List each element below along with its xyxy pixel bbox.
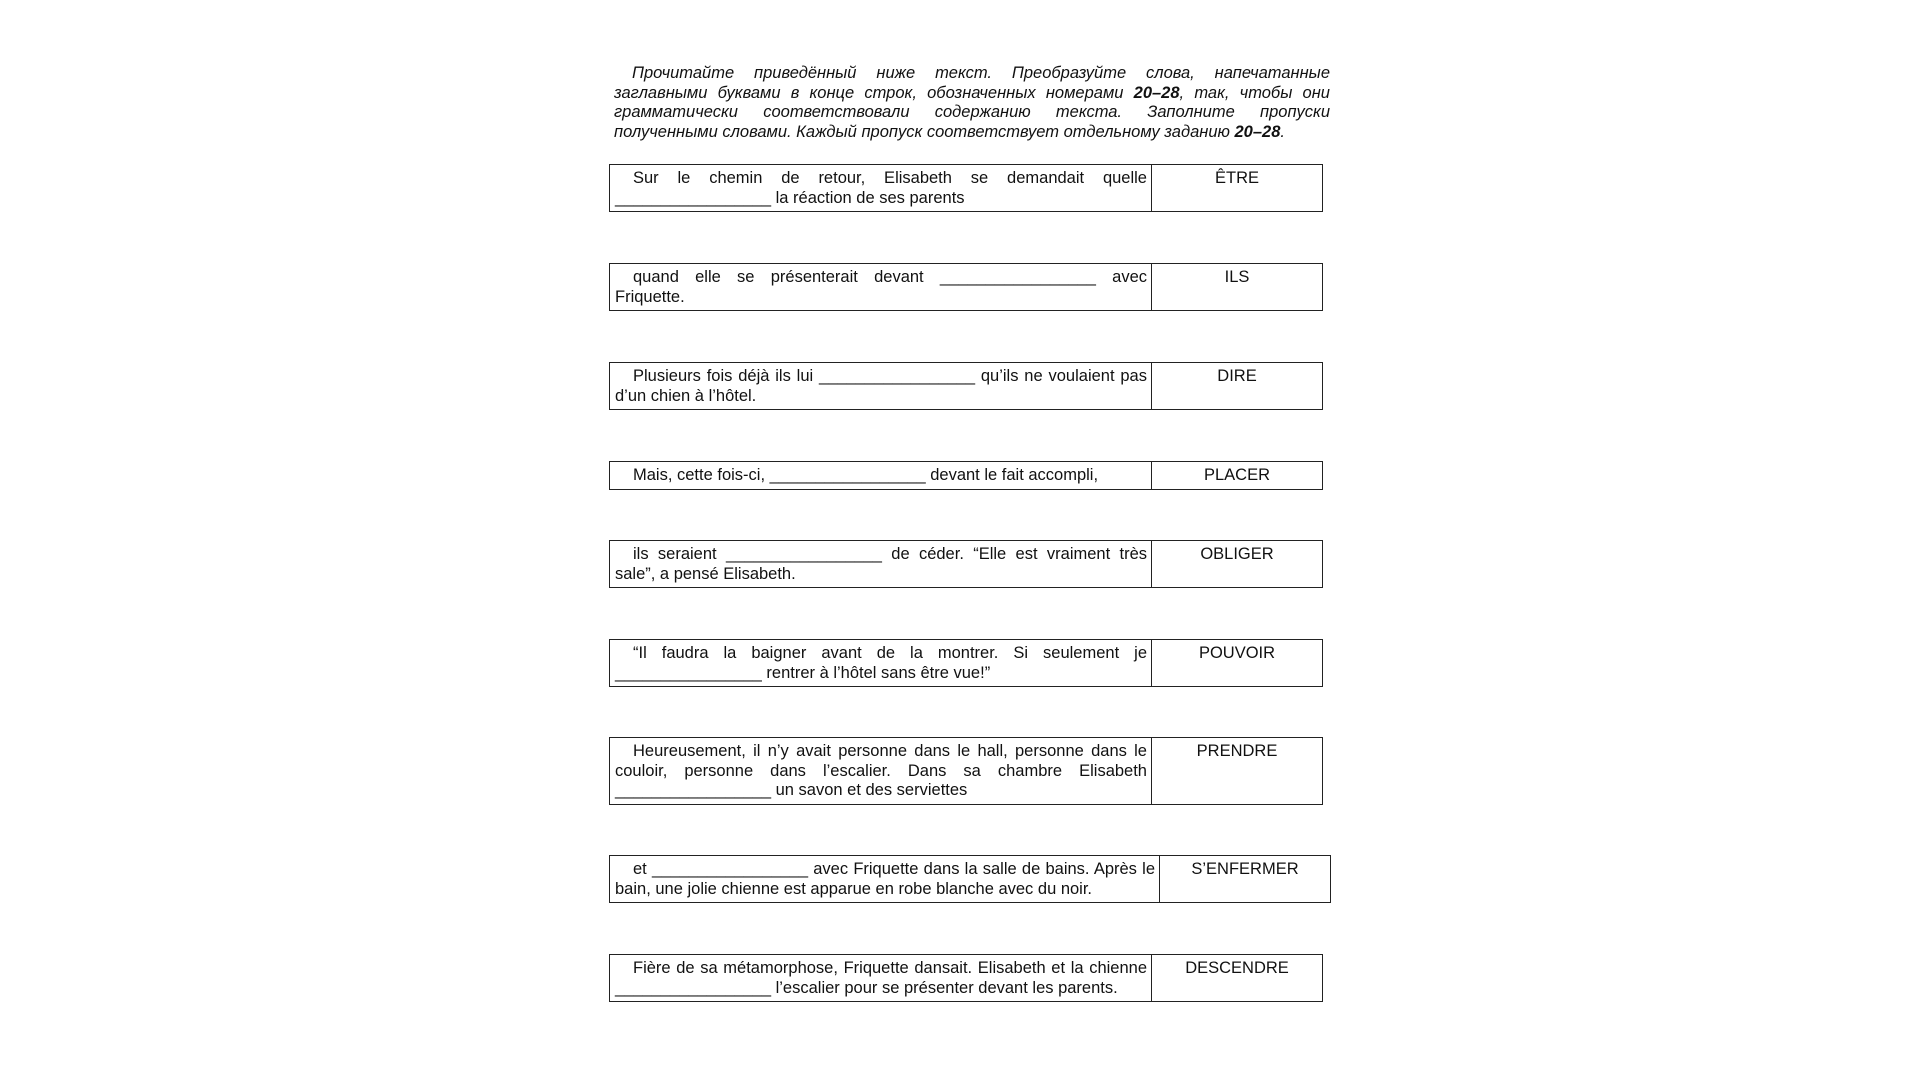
instructions-intro: Прочитайте приведённый ниже текст. Преобразуйте слова, напечатанные заглавными буквами в конце строк, обозначенных номерами	[614, 64, 1330, 102]
task-row-24	[609, 540, 1323, 588]
task-row-22	[609, 362, 1323, 410]
task-sentence	[610, 541, 1152, 587]
answer-blank[interactable]: _________________	[939, 268, 1096, 286]
task-instructions	[614, 64, 1330, 142]
base-word: DESCENDRE	[1185, 959, 1289, 977]
answer-blank[interactable]: _________________	[819, 367, 976, 385]
task-row-23	[609, 461, 1323, 490]
sentence-after: un savon et des serviettes	[771, 781, 968, 799]
answer-blank[interactable]: ________________	[615, 663, 762, 682]
answer-blank[interactable]: _________________	[769, 466, 926, 484]
sentence-after: de céder. “Elle est vraiment très sale”, a pensé Elisabeth.	[615, 545, 1147, 583]
sentence-before: quand elle se présenterait devant	[633, 268, 940, 286]
sentence-after: rentrer à l’hôtel sans être vue!”	[761, 663, 991, 682]
answer-blank[interactable]: _________________	[615, 781, 772, 799]
task-row-25	[609, 639, 1323, 687]
task-sentence	[610, 462, 1152, 489]
base-word: OBLIGER	[1200, 545, 1274, 563]
base-word: DIRE	[1217, 367, 1257, 385]
sentence-after: avec Friquette dans la salle de bains. Après le bain, une jolie chienne est apparue en robe blanche avec du noir.	[615, 860, 1155, 898]
sentence-before: Plusieurs fois déjà ils lui	[633, 367, 820, 385]
base-word: ILS	[1224, 268, 1250, 286]
sentence-before: Fière de sa métamorphose, Friquette dansait. Elisabeth et la chienne	[633, 959, 1147, 977]
instructions-range-2: 20–28	[1234, 122, 1281, 141]
task-sentence	[610, 640, 1152, 686]
task-row-21	[609, 263, 1323, 311]
sentence-before: Heureusement, il n’y avait personne dans le hall, personne dans le couloir, personne dans l’escalier. Dans sa chambre Elisabeth	[615, 742, 1147, 780]
sentence-before: Mais, cette fois-ci,	[633, 466, 770, 484]
task-row-27	[609, 855, 1331, 903]
task-sentence	[610, 955, 1152, 1001]
sentence-before: et	[633, 860, 652, 878]
task-row-26	[609, 737, 1323, 805]
task-sentence	[610, 165, 1152, 211]
base-word: ÊTRE	[1214, 169, 1259, 187]
sentence-after: l’escalier pour se présenter devant les parents.	[771, 978, 1118, 997]
sentence-after: avec Friquette.	[615, 268, 1148, 306]
base-word: POUVOIR	[1198, 644, 1276, 662]
sentence-after: la réaction de ses parents	[771, 188, 965, 207]
answer-blank[interactable]: _________________	[615, 188, 772, 207]
answer-blank[interactable]: _________________	[652, 860, 809, 878]
instructions-end: .	[1280, 122, 1285, 141]
sentence-before: ils seraient	[633, 545, 726, 563]
instructions-middle: , так, чтобы они грамматически соответствовали содержанию текста. Заполните пропуски полученными словами. Каждый пропуск соответствует отдельному заданию	[614, 83, 1330, 141]
sentence-before: Sur le chemin de retour, Elisabeth se demandait quelle	[633, 169, 1147, 187]
instructions-range-1: 20–28	[1133, 83, 1180, 102]
answer-blank[interactable]: _________________	[615, 978, 772, 997]
task-sentence	[610, 264, 1152, 310]
task-sentence	[610, 363, 1152, 409]
task-sentence	[610, 738, 1152, 804]
sentence-after: qu’ils ne voulaient pas d’un chien à l’hôtel.	[615, 367, 1147, 405]
sentence-before: “Il faudra la baigner avant de la montrer. Si seulement je	[633, 644, 1147, 662]
task-sentence	[610, 856, 1160, 902]
base-word: PRENDRE	[1196, 742, 1278, 760]
task-row-28	[609, 954, 1323, 1002]
answer-blank[interactable]: _________________	[725, 545, 882, 563]
base-word: S’ENFERMER	[1191, 860, 1299, 878]
sentence-after: devant le fait accompli,	[925, 466, 1099, 484]
base-word: PLACER	[1203, 466, 1271, 484]
task-row-20	[609, 164, 1323, 212]
